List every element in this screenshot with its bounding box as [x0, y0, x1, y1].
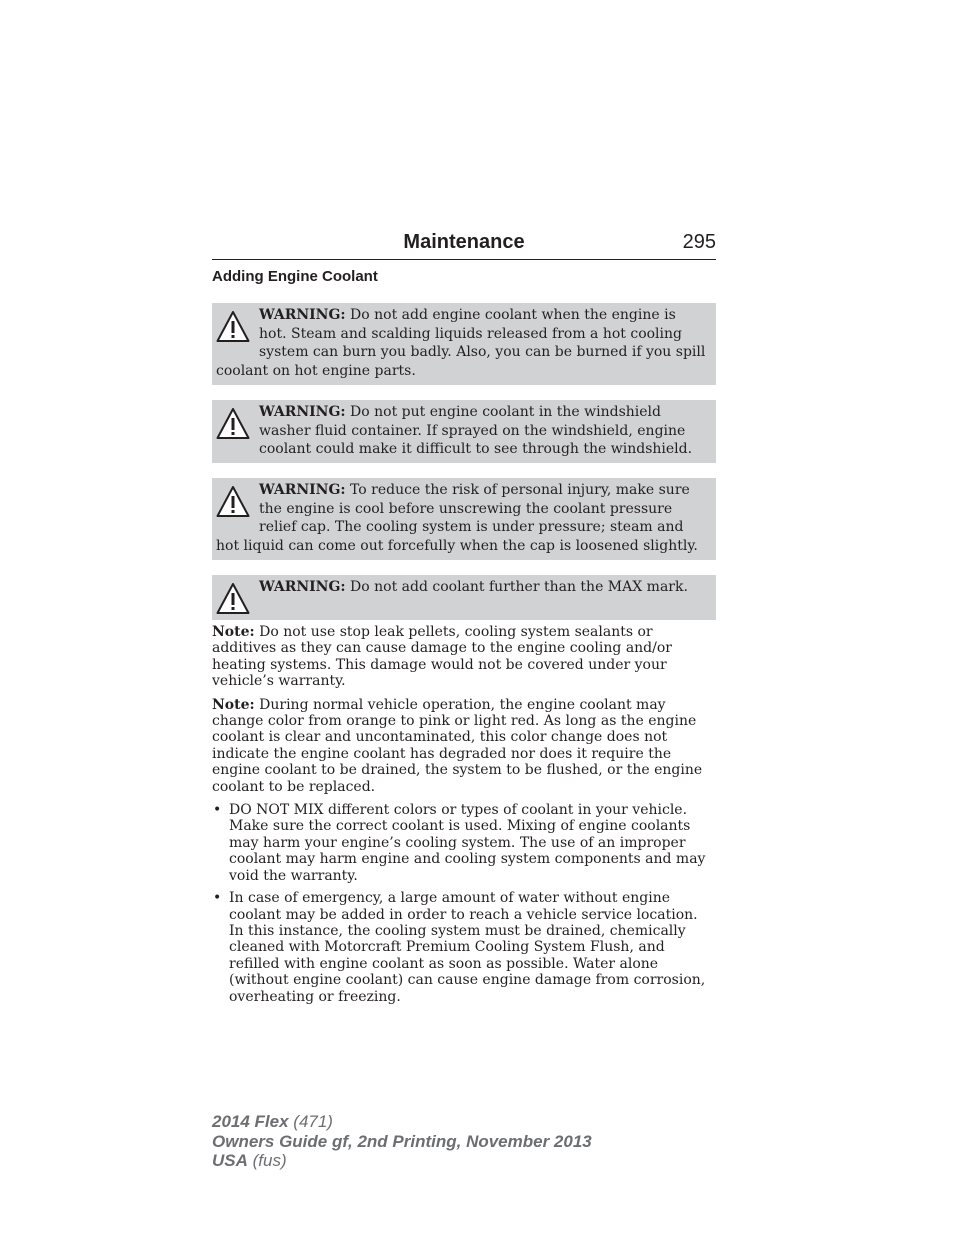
footer-region-line — [212, 1151, 592, 1171]
warning-text: To reduce the risk of personal injury, make sure the engine is cool before unscrewing the coolant pressure relief cap. The cooling system is under pressure; steam and hot liquid can come out forcefully when the cap is loosened slightly. — [216, 482, 698, 554]
page-title: Maintenance — [403, 231, 525, 253]
warning-label: WARNING: — [259, 404, 346, 420]
warning-label: WARNING: — [259, 482, 346, 498]
footer-region: USA — [212, 1151, 248, 1170]
warning-text: Do not put engine coolant in the windshield washer fluid container. If sprayed on the windshield, engine coolant could make it difficult to see through the windshield. — [259, 404, 693, 458]
footer-guide: Owners Guide gf, 2nd Printing, November 2013 — [212, 1131, 592, 1151]
warning-box — [212, 400, 716, 463]
warning-label: WARNING: — [259, 307, 346, 323]
note-label: Note: — [212, 624, 255, 640]
page-number: 295 — [682, 231, 716, 253]
footer-model-line — [212, 1112, 592, 1132]
section-heading: Adding Engine Coolant — [212, 268, 378, 285]
warning-text: Do not add coolant further than the MAX mark. — [345, 579, 688, 595]
note-paragraph — [212, 624, 716, 690]
list-item-text: In case of emergency, a large amount of water without engine coolant may be added in order to reach a vehicle service location. In this instance, the cooling system must be drained, chemically cleaned with Motorcraft Premium Cooling System Flush, and refilled with engine coolant as soon as possible. Water alone (without engine coolant) can cause engine damage from corrosion, overheating or freezing. — [229, 890, 706, 1005]
note-label: Note: — [212, 696, 255, 713]
warning-box — [212, 303, 716, 385]
warning-box — [212, 478, 716, 560]
list-item — [212, 890, 716, 1005]
page-header — [212, 229, 716, 260]
note-text: During normal vehicle operation, the engine coolant may change color from orange to pink or light red. As long as the engine coolant is clear and uncontaminated, this color change does not indicate the engine coolant has degraded nor does it require the engine coolant to be drained, the system to be flushed, or the engine coolant to be replaced. — [212, 696, 703, 795]
warning-triangle-icon — [216, 407, 250, 441]
warning-triangle-icon — [216, 582, 250, 616]
warning-triangle-icon — [216, 485, 250, 519]
footer-guide-line — [212, 1132, 592, 1152]
footer-region-code: (fus) — [247, 1151, 287, 1170]
warning-box — [212, 575, 716, 620]
note-paragraph — [212, 697, 716, 795]
body-content — [212, 624, 716, 1011]
bullet-list — [212, 802, 716, 1005]
note-text: Do not use stop leak pellets, cooling system sealants or additives as they can cause damage to the engine cooling and/or heating systems. This damage would not be covered under your vehicle’s warranty. — [212, 624, 672, 690]
list-item — [212, 802, 716, 884]
warning-triangle-icon — [216, 310, 250, 344]
footer-model: 2014 Flex — [212, 1112, 289, 1131]
bullet-icon: • — [213, 890, 222, 907]
footer-model-code: (471) — [288, 1112, 333, 1131]
list-item-text: DO NOT MIX different colors or types of coolant in your vehicle. Make sure the correct coolant is used. Mixing of engine coolants may harm your engine’s cooling system. The use of an improper coolant may harm engine and cooling system components and may void the warranty. — [229, 802, 706, 884]
warning-label: WARNING: — [259, 579, 346, 595]
page-footer — [212, 1112, 592, 1171]
bullet-icon: • — [213, 802, 222, 819]
warning-text: Do not add engine coolant when the engine is hot. Steam and scalding liquids released from a hot cooling system can burn you badly. Also, you can be burned if you spill coolant on hot engine parts. — [216, 307, 706, 379]
